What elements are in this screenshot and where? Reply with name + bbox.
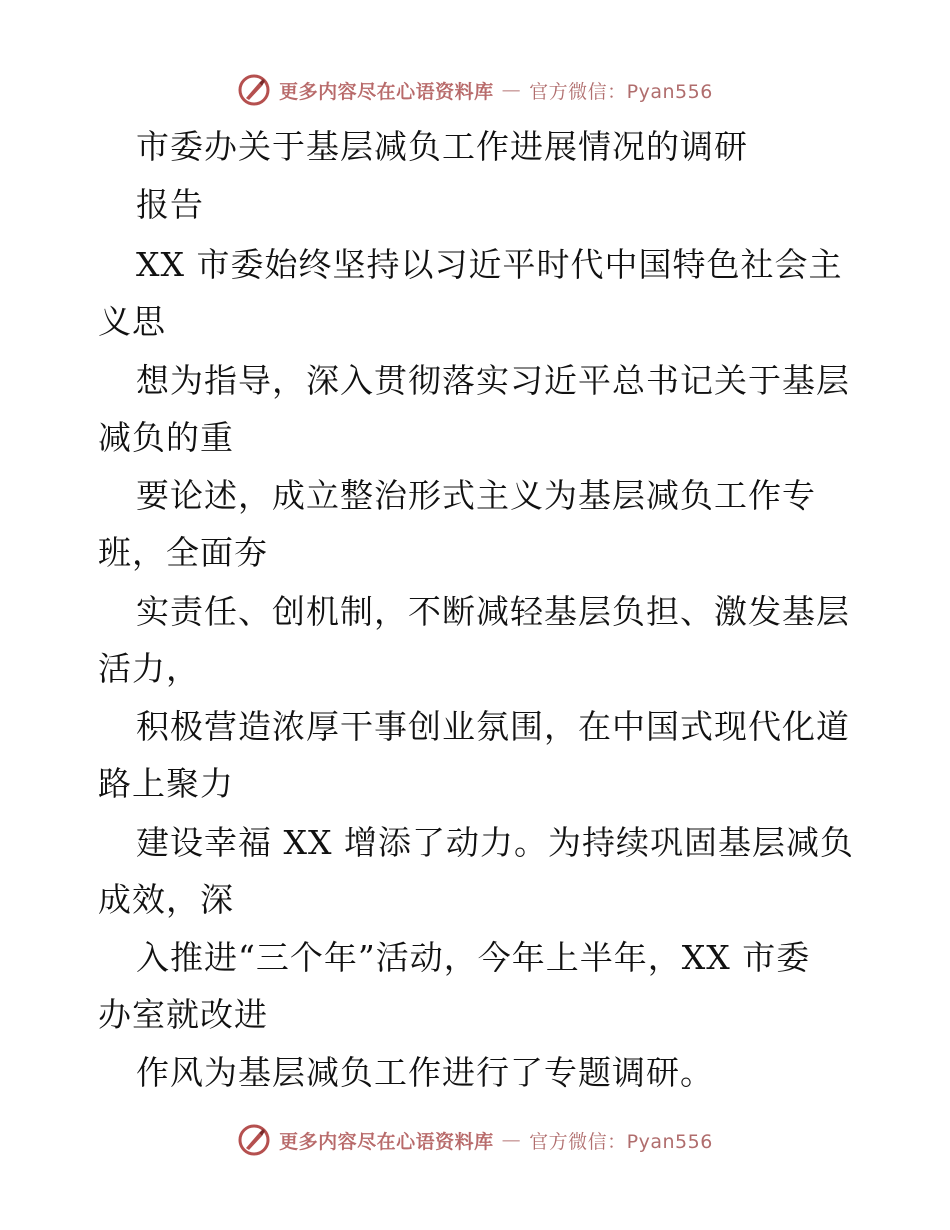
doc-line: 报告	[136, 185, 204, 224]
doc-line: 积极营造浓厚干事创业氛围，在中国式现代化道	[136, 707, 850, 746]
watermark-banner-top	[0, 70, 950, 110]
doc-line: 实责任、创机制，不断减轻基层负担、激发基层	[136, 592, 850, 631]
doc-line: 成效，深	[98, 880, 234, 919]
watermark-text: 更多内容尽在心语资料库	[279, 1130, 494, 1153]
pen-logo-icon	[237, 73, 271, 107]
doc-line: 市委办关于基层减负工作进展情况的调研	[136, 127, 748, 166]
doc-line: 义思	[98, 302, 166, 341]
doc-line: 要论述，成立整治形式主义为基层减负工作专	[136, 476, 816, 515]
pen-logo-icon	[237, 1123, 271, 1157]
watermark-text: 更多内容尽在心语资料库	[279, 80, 494, 103]
doc-line: 路上聚力	[98, 764, 234, 803]
doc-line: 作风为基层减负工作进行了专题调研。	[136, 1053, 714, 1092]
doc-line: 想为指导，深入贯彻落实习近平总书记关于基层	[136, 361, 850, 400]
doc-line: 活力，	[98, 649, 200, 688]
doc-line: 减负的重	[98, 418, 234, 457]
watermark-banner-bottom	[0, 1120, 950, 1160]
watermark-separator: —	[501, 79, 522, 101]
doc-line: 入推进“三个年”活动，今年上半年，XX 市委	[136, 938, 811, 977]
watermark-separator: —	[501, 1129, 522, 1151]
watermark-contact: 官方微信：Pyan556	[529, 1130, 713, 1153]
doc-line: XX 市委始终坚持以习近平时代中国特色社会主	[136, 245, 843, 284]
doc-line: 建设幸福 XX 增添了动力。为持续巩固基层减负	[136, 823, 854, 862]
watermark-contact: 官方微信：Pyan556	[529, 80, 713, 103]
doc-line: 班，全面夯	[98, 533, 268, 572]
doc-line: 办室就改进	[98, 995, 268, 1034]
